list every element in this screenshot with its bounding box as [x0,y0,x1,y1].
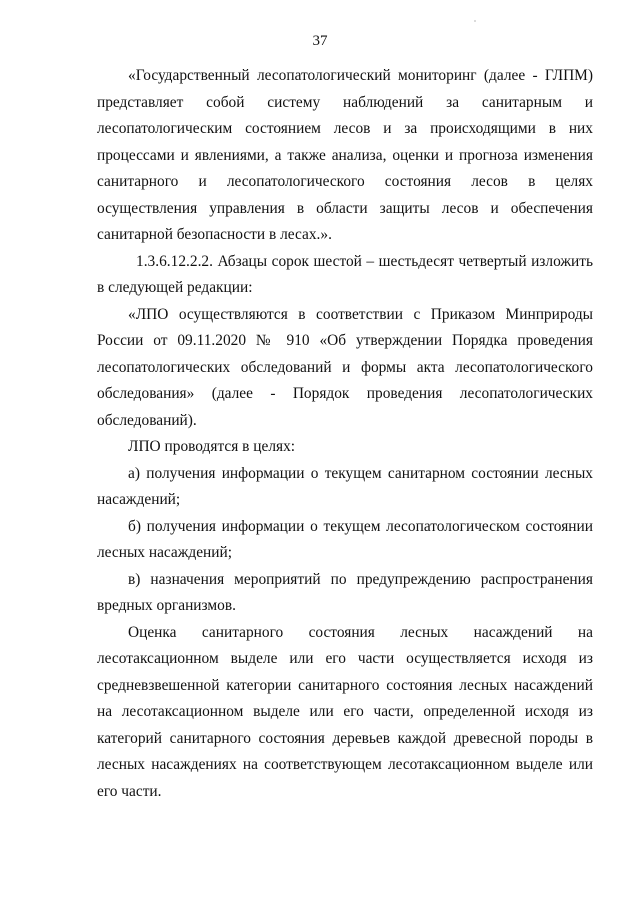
paragraph-glpm-definition: «Государственный лесопатологический мониторинг (далее - ГЛПМ) представляет собой систему наблюдений за санитарным и лесопатологическим состоянием лесов и за происходящими в них процессами и явлениями, а также анализа, оценки и прогноза изменения санитарного и лесопатологического состояния лесов в целях осуществления управления в области защиты лесов и обеспечения санитарной безопасности в лесах.». [97,67,593,243]
paragraph-lpo-order-reference: «ЛПО осуществляются в соответствии с Приказом Минприроды России от 09.11.2020 № 910 «Об утверждении Порядка проведения лесопатологических обследований и формы акта лесопатологического обследования» (далее - Порядок проведения лесопатологических обследований). [97,305,593,429]
paragraph-amendment-instruction: 1.3.6.12.2.2. Абзацы сорок шестой – шестьдесят четвертый изложить в следующей редакции: [97,252,593,296]
list-item-purpose-a: а) получения информации о текущем санитарном состоянии лесных насаждений; [97,464,593,508]
list-item-purpose-b: б) получения информации о текущем лесопатологическом состоянии лесных насаждений; [97,517,593,561]
list-item-purpose-c: в) назначения мероприятий по предупреждению распространения вредных организмов. [97,570,593,614]
paragraph-lpo-purposes-heading: ЛПО проводятся в целях: [128,438,296,455]
document-body [97,63,593,805]
scan-dust-mark [474,20,476,22]
paragraph-sanitary-assessment: Оценка санитарного состояния лесных насаждений на лесотаксационном выделе или его части осуществляется исходя из средневзвешенной категории санитарного состояния лесных насаждений на лесотаксационном выделе или его части, определенной исходя из категорий санитарного состояния деревьев каждой древесной породы в лесных насаждениях на соответствующем лесотаксационном выделе или его части. [97,623,593,800]
page-number: 37 [312,33,328,49]
